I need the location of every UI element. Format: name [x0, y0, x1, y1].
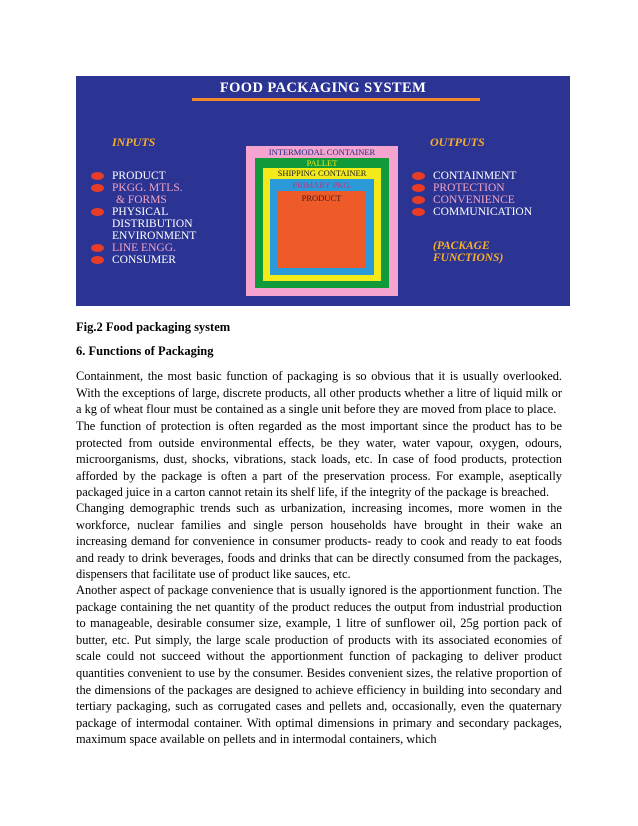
output-label: CONVENIENCE — [433, 194, 515, 206]
package-functions-note: FUNCTIONS) — [433, 252, 504, 264]
paragraph-apportionment: Another aspect of package convenience that is usually ignored is the apportionment function. The package containing the net quantity of the product reduces the output from industrial production to manageable, desirable consumer size, example, 1 litre of sunflower oil, 25g portion pack of butter, etc. Put simply, the large scale production of products with its associated economies of scale could not succeed without the apportionment function of packaging to deliver product quantities convenient to use by the consumer. Besides convenient sizes, the relative proportion of the dimensions of the packages are designed to achieve efficiency in building into secondary and tertiary packaging, such as corrugated cases and pellets and, occasionally, even the quaternary package of intermodal container. With optimal dimensions in primary and secondary packages, maximum space available on pellets and in intermodal containers, which — [76, 583, 562, 747]
bullet-dot-icon — [412, 196, 425, 204]
input-label: PRODUCT — [112, 170, 166, 182]
package-functions-note: (PACKAGE — [433, 240, 490, 252]
paragraph-containment: Containment, the most basic function of packaging is so obvious that it is usually overlooked. With the exceptions of large, discrete products, all other products whether a litre of liquid milk or a kg of wheat flour must be contained as a single unit before they are moved from place to place. — [76, 369, 562, 417]
figure-caption: Fig.2 Food packaging system — [76, 320, 231, 334]
input-label: LINE ENGG. — [112, 242, 176, 254]
input-label: DISTRIBUTION — [112, 218, 193, 230]
section-heading: 6. Functions of Packaging — [76, 344, 214, 358]
title-underline — [192, 98, 480, 101]
output-label: CONTAINMENT — [433, 170, 517, 182]
input-label: CONSUMER — [112, 254, 176, 266]
output-label: COMMUNICATION — [433, 206, 533, 218]
bullet-dot-icon — [412, 184, 425, 192]
food-packaging-system-figure — [76, 76, 570, 306]
paragraph-protection: The function of protection is often regarded as the most important since the product has to be protected from outside environmental effects, be they water, water vapour, oxygen, odours, microorganisms, dust, shocks, vibrations, stack loads, etc. In case of food products, protection afforded by the package is often a part of the preservation process. For example, aseptically packaged juice in a carton cannot retain its shelf life, if the integrity of the package is breached. — [76, 419, 562, 500]
input-label: PKGG. MTLS. — [112, 182, 183, 194]
input-label: ENVIRONMENT — [112, 230, 197, 242]
bullet-dot-icon — [91, 172, 104, 180]
product-label: PRODUCT — [301, 193, 342, 203]
bullet-dot-icon — [91, 244, 104, 252]
bullet-dot-icon — [91, 208, 104, 216]
bullet-dot-icon — [412, 172, 425, 180]
bullet-dot-icon — [91, 256, 104, 264]
pallet-label: PALLET — [306, 158, 338, 168]
bullet-dot-icon — [91, 184, 104, 192]
figure-title: FOOD PACKAGING SYSTEM — [219, 80, 427, 96]
input-label: PHYSICAL — [112, 206, 169, 218]
output-label: PROTECTION — [433, 182, 505, 194]
shipping-container-label: SHIPPING CONTAINER — [277, 168, 367, 178]
inputs-heading: INPUTS — [112, 135, 156, 149]
paragraph-convenience: Changing demographic trends such as urbanization, increasing incomes, more women in the workforce, nuclear families and single person households have brought in their wake an increasing demand for convenience in consumer products- ready to cook and ready to eat foods and ready to drink beverages, foods and drinks that can be directly consumed from the packages, dispensers that facilitate use of product like sauces, etc. — [76, 501, 562, 582]
outputs-heading: OUTPUTS — [430, 135, 485, 149]
primary-package-label: PRIMARY PKG. — [292, 180, 352, 190]
bullet-dot-icon — [412, 208, 425, 216]
product-box — [277, 191, 366, 268]
input-label: & FORMS — [116, 194, 167, 206]
intermodal-container-label: INTERMODAL CONTAINER — [268, 147, 376, 157]
